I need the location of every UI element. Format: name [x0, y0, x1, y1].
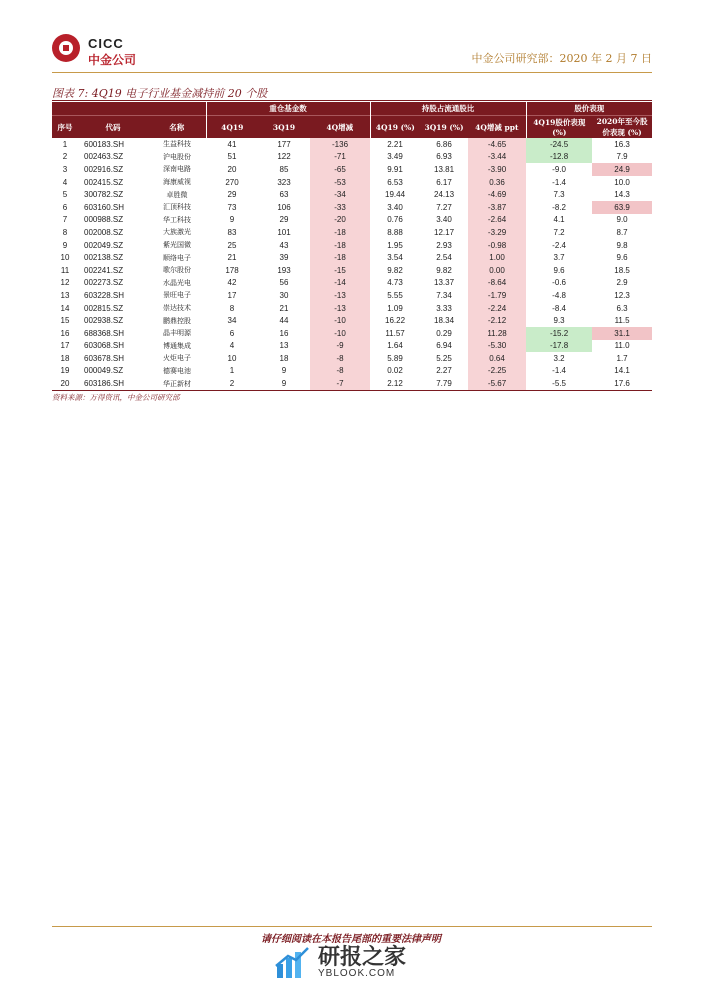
- column-header-row: [52, 116, 652, 139]
- cell-perf-2019: -8.2: [552, 202, 566, 212]
- col-header-name: 名称: [148, 116, 206, 139]
- cell-funds-3q19: 18: [279, 353, 289, 363]
- cell-pct-change: -3.90: [468, 163, 526, 176]
- cell-perf-2020: 8.7: [616, 227, 628, 237]
- col-header-no: 序号: [52, 116, 78, 139]
- cell-funds-change: -18: [310, 239, 370, 252]
- cell-funds-change: -33: [310, 201, 370, 214]
- cell-pct-3q19: 3.33: [436, 303, 452, 313]
- col-header-perf-2020: 2020年至今股价表现 (%): [592, 116, 652, 139]
- cell-pct-change: -2.12: [468, 314, 526, 327]
- cell-funds-change: -18: [310, 251, 370, 264]
- table-row: [52, 201, 652, 214]
- table-row: [52, 163, 652, 176]
- col-header-code: 代码: [78, 116, 148, 139]
- cell-pct-4q19: 19.44: [385, 190, 406, 200]
- cell-pct-change: -3.29: [468, 226, 526, 239]
- cell-funds-3q19: 177: [277, 139, 291, 149]
- cell-code: 603186.SH: [78, 377, 148, 390]
- cell-funds-4q19: 41: [227, 139, 237, 149]
- cell-pct-change: -4.65: [468, 138, 526, 151]
- cell-name: 歌尔股份: [163, 266, 191, 275]
- cell-perf-2019: -15.2: [526, 327, 592, 340]
- cell-perf-2020: 11.5: [614, 316, 630, 326]
- cell-pct-4q19: 3.54: [387, 253, 403, 263]
- cell-perf-2020: 9.6: [616, 253, 628, 263]
- cell-perf-2019: 9.3: [553, 316, 565, 326]
- cell-perf-2019: 3.2: [553, 353, 565, 363]
- caption-divider: [52, 100, 652, 101]
- table-row: [52, 365, 652, 378]
- cell-funds-change: -8: [310, 352, 370, 365]
- cell-perf-2020: 12.3: [614, 290, 630, 300]
- col-header-funds-4q19: 4Q19: [206, 116, 258, 139]
- col-header-pct-change: 4Q增减 ppt: [468, 116, 526, 139]
- cell-perf-2020: 16.3: [614, 139, 630, 149]
- cell-funds-4q19: 17: [227, 290, 237, 300]
- cell-name: 华正新材: [148, 377, 206, 390]
- cell-pct-4q19: 9.91: [387, 164, 403, 174]
- col-header-perf-2019: 4Q19股价表现 (%): [526, 116, 592, 139]
- cell-pct-4q19: 4.73: [387, 278, 403, 288]
- cell-pct-3q19: 2.93: [436, 240, 452, 250]
- cell-funds-3q19: 63: [279, 190, 289, 200]
- table-row: [52, 226, 652, 239]
- cell-name: 德赛电池: [163, 366, 191, 375]
- cell-name: 晶丰明源: [163, 329, 191, 338]
- cell-code: 002138.SZ: [84, 253, 124, 263]
- col-header-funds-change: 4Q增减: [310, 116, 370, 139]
- logo-text-en: CICC: [88, 36, 124, 51]
- cell-name: 火炬电子: [163, 354, 191, 363]
- cell-funds-4q19: 8: [229, 303, 235, 313]
- cell-code: 002415.SZ: [84, 177, 124, 187]
- cell-perf-2019: -12.8: [526, 151, 592, 164]
- cell-pct-4q19: 5.55: [387, 290, 403, 300]
- table-row: [52, 188, 652, 201]
- cell-code: 002273.SZ: [84, 278, 124, 288]
- cell-pct-3q19: 3.40: [436, 215, 452, 225]
- cell-funds-4q19: 73: [227, 202, 237, 212]
- cell-funds-change: -15: [310, 264, 370, 277]
- cell-funds-4q19: 9: [229, 215, 235, 225]
- cell-name: 景旺电子: [163, 291, 191, 300]
- cell-funds-3q19: 101: [277, 227, 291, 237]
- cell-code: 603228.SH: [84, 290, 125, 300]
- watermark-en: YBLOOK.COM: [318, 968, 396, 979]
- cell-funds-3q19: 13: [279, 341, 289, 351]
- cell-funds-3q19: 16: [279, 328, 289, 338]
- watermark-cn: 研报之家: [318, 944, 407, 969]
- cell-perf-2019: 7.3: [553, 190, 565, 200]
- cell-funds-4q19: 20: [227, 164, 237, 174]
- cell-funds-4q19: 2: [206, 377, 258, 390]
- cell-funds-change: -65: [310, 163, 370, 176]
- cell-pct-change: -8.64: [468, 277, 526, 290]
- group-header-blank: [52, 102, 206, 116]
- cell-code: 002463.SZ: [84, 152, 124, 162]
- cell-funds-4q19: 270: [225, 177, 239, 187]
- table-body: [52, 138, 652, 390]
- cell-funds-4q19: 83: [227, 227, 237, 237]
- cell-perf-2020: 24.9: [592, 163, 652, 176]
- header-divider: [52, 72, 652, 73]
- cell-name: 顺络电子: [163, 253, 191, 262]
- cell-no: 12: [60, 278, 70, 288]
- cell-funds-4q19: 42: [227, 278, 237, 288]
- cell-pct-3q19: 6.86: [436, 139, 452, 149]
- cell-perf-2019: 3.7: [553, 253, 565, 263]
- cell-no: 11: [60, 265, 70, 275]
- col-header-funds-3q19: 3Q19: [258, 116, 310, 139]
- cell-pct-change: -2.64: [468, 214, 526, 227]
- source-note: 资料来源：万得资讯，中金公司研究部: [52, 393, 180, 402]
- cell-pct-3q19: 7.34: [436, 290, 452, 300]
- cell-perf-2019: -17.8: [526, 340, 592, 353]
- cell-pct-3q19: 12.17: [434, 227, 455, 237]
- cell-funds-change: -13: [310, 289, 370, 302]
- cell-perf-2019: -24.5: [526, 138, 592, 151]
- cell-funds-3q19: 106: [277, 202, 291, 212]
- cell-funds-change: -136: [310, 138, 370, 151]
- cell-funds-change: -14: [310, 277, 370, 290]
- table-row: [52, 214, 652, 227]
- cell-funds-change: -34: [310, 188, 370, 201]
- report-date: 中金公司研究部：2020 年 2 月 7 日: [471, 52, 652, 65]
- cell-funds-change: -7: [310, 377, 370, 390]
- cell-no: 1: [62, 139, 68, 149]
- cell-pct-4q19: 1.95: [387, 240, 403, 250]
- table-row: [52, 277, 652, 290]
- cell-pct-change: 1.00: [468, 251, 526, 264]
- cell-funds-change: -10: [310, 327, 370, 340]
- cell-name: 紫光国微: [163, 241, 191, 250]
- cell-pct-4q19: 3.49: [387, 152, 403, 162]
- cell-pct-change: -0.98: [468, 239, 526, 252]
- cell-pct-3q19: 13.37: [434, 278, 455, 288]
- cell-no: 20: [52, 377, 78, 390]
- table-row: [52, 151, 652, 164]
- cell-name: 博通集成: [163, 341, 191, 350]
- table-row: [52, 264, 652, 277]
- cell-funds-4q19: 4: [229, 341, 235, 351]
- cell-funds-3q19: 30: [279, 290, 289, 300]
- table-row: [52, 251, 652, 264]
- cell-pct-change: -4.69: [468, 188, 526, 201]
- cell-perf-2020: 10.0: [614, 177, 630, 187]
- col-header-pct-3q19: 3Q19 (%): [420, 116, 468, 139]
- cell-no: 6: [62, 202, 68, 212]
- cell-code: 603678.SH: [84, 353, 125, 363]
- cell-pct-3q19: 6.93: [436, 152, 452, 162]
- cell-pct-3q19: 18.34: [434, 316, 455, 326]
- cell-pct-3q19: 0.29: [436, 328, 452, 338]
- cell-perf-2020: 1.7: [616, 353, 628, 363]
- cell-code: 688368.SH: [84, 328, 125, 338]
- cell-perf-2020: 63.9: [592, 201, 652, 214]
- cell-perf-2019: -9.0: [552, 164, 566, 174]
- cell-pct-4q19: 2.12: [370, 377, 420, 390]
- cell-code: 002938.SZ: [84, 316, 124, 326]
- cell-pct-3q19: 7.79: [420, 377, 468, 390]
- table-row: [52, 327, 652, 340]
- cell-name: 生益科技: [163, 140, 191, 149]
- cell-funds-change: -8: [310, 365, 370, 378]
- cell-funds-3q19: 193: [277, 265, 291, 275]
- group-header-funds: 重仓基金数: [206, 102, 370, 116]
- cell-name: 大族激光: [163, 228, 191, 237]
- cell-perf-2020: 6.3: [616, 303, 628, 313]
- table-row: [52, 289, 652, 302]
- cell-funds-4q19: 178: [225, 265, 239, 275]
- cell-code: 002815.SZ: [84, 303, 124, 313]
- cell-perf-2019: -1.4: [552, 177, 566, 187]
- cell-no: 5: [62, 190, 68, 200]
- group-header-holding: 持股占流通股比: [370, 102, 526, 116]
- cell-code: 002008.SZ: [84, 227, 124, 237]
- cell-pct-4q19: 0.76: [387, 215, 403, 225]
- cell-perf-2020: 14.3: [614, 190, 630, 200]
- cell-funds-4q19: 25: [227, 240, 237, 250]
- cell-no: 18: [60, 353, 70, 363]
- cell-funds-3q19: 85: [279, 164, 289, 174]
- cell-pct-4q19: 6.53: [387, 177, 403, 187]
- cell-name: 深南电路: [163, 165, 191, 174]
- cell-perf-2020: 17.6: [592, 377, 652, 390]
- cell-pct-change: 0.36: [468, 176, 526, 189]
- cell-funds-change: -20: [310, 214, 370, 227]
- cell-perf-2020: 14.1: [614, 366, 630, 376]
- cell-funds-change: -9: [310, 340, 370, 353]
- cell-no: 19: [60, 366, 70, 376]
- cell-no: 16: [60, 328, 70, 338]
- cell-perf-2019: 9.6: [553, 265, 565, 275]
- cell-no: 3: [62, 164, 68, 174]
- cell-funds-3q19: 21: [279, 303, 289, 313]
- cell-name: 海康威视: [163, 178, 191, 187]
- cell-perf-2020: 11.0: [614, 341, 630, 351]
- cell-pct-3q19: 24.13: [434, 190, 455, 200]
- cell-funds-3q19: 9: [258, 377, 310, 390]
- cell-funds-3q19: 323: [277, 177, 291, 187]
- cell-pct-4q19: 5.89: [387, 353, 403, 363]
- cell-pct-4q19: 1.64: [387, 341, 403, 351]
- cell-perf-2019: -0.6: [552, 278, 566, 288]
- cell-no: 9: [62, 240, 68, 250]
- page-header: [52, 33, 652, 73]
- cell-funds-change: -53: [310, 176, 370, 189]
- table-row: [52, 138, 652, 151]
- table-row: [52, 239, 652, 252]
- cell-pct-3q19: 5.25: [436, 353, 452, 363]
- cell-code: 000049.SZ: [84, 366, 124, 376]
- cell-perf-2019: -2.4: [552, 240, 566, 250]
- cell-pct-change: -5.30: [468, 340, 526, 353]
- cell-no: 14: [60, 303, 70, 313]
- cell-perf-2020: 18.5: [614, 265, 630, 275]
- cell-pct-3q19: 7.27: [436, 202, 452, 212]
- cell-code: 300782.SZ: [84, 190, 124, 200]
- cell-perf-2020: 7.9: [616, 152, 628, 162]
- cell-perf-2019: -8.4: [552, 303, 566, 313]
- cell-no: 7: [62, 215, 68, 225]
- cell-pct-4q19: 11.57: [385, 328, 405, 338]
- cell-no: 13: [60, 290, 70, 300]
- group-header-performance: 股价表现: [526, 102, 652, 116]
- legal-notice: 请仔细阅读在本报告尾部的重要法律声明: [261, 934, 441, 945]
- cell-pct-4q19: 3.40: [387, 202, 403, 212]
- cell-perf-2019: 7.2: [553, 227, 565, 237]
- cell-pct-change: -1.79: [468, 289, 526, 302]
- cell-pct-3q19: 2.27: [436, 366, 452, 376]
- table-row: [52, 352, 652, 365]
- cell-funds-change: -71: [310, 151, 370, 164]
- cell-funds-4q19: 34: [227, 316, 237, 326]
- cell-pct-4q19: 16.22: [385, 316, 406, 326]
- cell-no: 8: [62, 227, 68, 237]
- cell-perf-2019: -4.8: [552, 290, 566, 300]
- group-header-row: [52, 102, 652, 116]
- cell-code: 002049.SZ: [84, 240, 124, 250]
- cell-funds-3q19: 9: [281, 366, 287, 376]
- cell-perf-2020: 9.8: [616, 240, 628, 250]
- cell-pct-change: -3.44: [468, 151, 526, 164]
- cell-funds-3q19: 56: [279, 278, 289, 288]
- cell-pct-change: -5.67: [468, 377, 526, 390]
- cell-funds-4q19: 51: [227, 152, 237, 162]
- cell-code: 000988.SZ: [84, 215, 124, 225]
- cell-name: 卓胜微: [166, 190, 188, 199]
- cell-pct-change: -2.25: [468, 365, 526, 378]
- table-row: [52, 176, 652, 189]
- cell-no: 4: [62, 177, 68, 187]
- cell-funds-change: -18: [310, 226, 370, 239]
- cell-pct-3q19: 6.17: [436, 177, 452, 187]
- col-header-pct-4q19: 4Q19 (%): [370, 116, 420, 139]
- cell-code: 002241.SZ: [84, 265, 124, 275]
- cell-funds-4q19: 10: [227, 353, 237, 363]
- table-row: [52, 302, 652, 315]
- cell-name: 沪电股份: [163, 152, 191, 161]
- cell-no: 15: [60, 316, 70, 326]
- cell-funds-3q19: 44: [279, 316, 289, 326]
- holdings-table: [52, 102, 652, 391]
- cell-funds-4q19: 21: [227, 253, 237, 263]
- footer-divider: [52, 926, 652, 927]
- cell-pct-change: 0.00: [468, 264, 526, 277]
- cell-code: 600183.SH: [84, 139, 125, 149]
- cell-funds-change: -13: [310, 302, 370, 315]
- cell-funds-4q19: 6: [229, 328, 235, 338]
- cell-pct-change: 0.64: [468, 352, 526, 365]
- cell-pct-3q19: 2.54: [436, 253, 452, 263]
- cicc-logo-icon: [52, 34, 80, 62]
- logo-text-cn: 中金公司: [88, 53, 137, 67]
- watermark: [274, 940, 434, 986]
- cell-pct-4q19: 8.88: [387, 227, 403, 237]
- cell-funds-4q19: 1: [229, 366, 235, 376]
- cell-pct-3q19: 9.82: [436, 265, 452, 275]
- cell-funds-4q19: 29: [227, 190, 237, 200]
- cell-perf-2020: 2.9: [616, 278, 628, 288]
- cell-pct-change: 11.28: [468, 327, 526, 340]
- cell-pct-4q19: 1.09: [387, 303, 403, 313]
- cell-name: 水晶光电: [163, 278, 191, 287]
- cell-code: 002916.SZ: [84, 164, 124, 174]
- figure-caption: 图表 7: 4Q19 电子行业基金减持前 20 个股: [52, 87, 268, 100]
- table-row: [52, 340, 652, 353]
- cell-no: 17: [60, 341, 70, 351]
- cell-funds-change: -10: [310, 314, 370, 327]
- cell-name: 崇达技术: [163, 304, 191, 313]
- cell-perf-2019: 4.1: [553, 215, 565, 225]
- cell-perf-2020: 31.1: [592, 327, 652, 340]
- cell-no: 2: [62, 152, 68, 162]
- cell-pct-change: -3.87: [468, 201, 526, 214]
- cell-funds-3q19: 43: [279, 240, 289, 250]
- cell-pct-3q19: 6.94: [436, 341, 452, 351]
- cell-pct-change: -2.24: [468, 302, 526, 315]
- cell-perf-2019: -1.4: [552, 366, 566, 376]
- cell-code: 603068.SH: [84, 341, 125, 351]
- cell-name: 鹏鼎控股: [163, 316, 191, 325]
- cell-funds-3q19: 29: [279, 215, 289, 225]
- cell-name: 汇顶科技: [163, 203, 191, 212]
- cell-perf-2020: 9.0: [616, 215, 628, 225]
- table-row: [52, 377, 652, 390]
- cell-pct-4q19: 0.02: [387, 366, 403, 376]
- cell-code: 603160.SH: [84, 202, 125, 212]
- cell-funds-3q19: 122: [277, 152, 291, 162]
- bar-chart-icon: [274, 944, 310, 980]
- cell-pct-4q19: 9.82: [387, 265, 403, 275]
- cell-perf-2019: -5.5: [526, 377, 592, 390]
- cell-pct-3q19: 13.81: [434, 164, 455, 174]
- cell-no: 10: [60, 253, 70, 263]
- cell-name: 华工科技: [163, 215, 191, 224]
- table-row: [52, 314, 652, 327]
- cell-funds-3q19: 39: [279, 253, 289, 263]
- cell-pct-4q19: 2.21: [387, 139, 403, 149]
